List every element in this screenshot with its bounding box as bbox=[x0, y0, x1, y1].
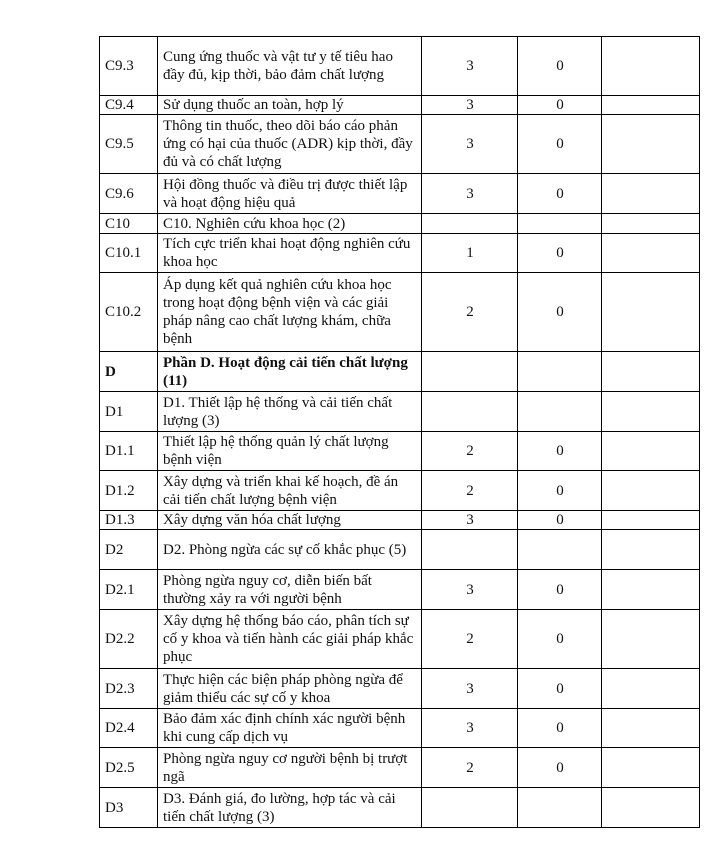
row-note bbox=[602, 352, 700, 392]
row-max-score bbox=[422, 530, 518, 570]
row-description: D3. Đánh giá, đo lường, hợp tác và cải tiến chất lượng (3) bbox=[158, 788, 422, 828]
table-row bbox=[100, 214, 700, 234]
row-code: D1.1 bbox=[100, 432, 158, 471]
table-row bbox=[100, 669, 700, 709]
row-score: 0 bbox=[518, 748, 602, 788]
row-code: D2.3 bbox=[100, 669, 158, 709]
row-score bbox=[518, 530, 602, 570]
row-note bbox=[602, 570, 700, 610]
row-description: Thiết lập hệ thống quản lý chất lượng bệnh viện bbox=[158, 432, 422, 471]
row-code: D3 bbox=[100, 788, 158, 828]
row-score: 0 bbox=[518, 669, 602, 709]
row-score: 0 bbox=[518, 709, 602, 748]
table-row bbox=[100, 37, 700, 96]
row-score bbox=[518, 214, 602, 234]
table-row bbox=[100, 610, 700, 669]
row-description: Xây dựng văn hóa chất lượng bbox=[158, 511, 422, 530]
table-row bbox=[100, 392, 700, 432]
row-max-score: 2 bbox=[422, 610, 518, 669]
row-code: C10 bbox=[100, 214, 158, 234]
table-row bbox=[100, 432, 700, 471]
row-note bbox=[602, 432, 700, 471]
row-max-score: 3 bbox=[422, 709, 518, 748]
table-row bbox=[100, 273, 700, 352]
row-description: C10. Nghiên cứu khoa học (2) bbox=[158, 214, 422, 234]
row-description: D2. Phòng ngừa các sự cố khắc phục (5) bbox=[158, 530, 422, 570]
row-description: Bảo đảm xác định chính xác người bệnh khi cung cấp dịch vụ bbox=[158, 709, 422, 748]
row-score bbox=[518, 392, 602, 432]
row-score: 0 bbox=[518, 234, 602, 273]
table-row bbox=[100, 352, 700, 392]
row-score: 0 bbox=[518, 273, 602, 352]
row-description: Thông tin thuốc, theo dõi báo cáo phản ứng có hại của thuốc (ADR) kịp thời, đầy đủ và có chất lượng bbox=[158, 115, 422, 174]
table-row bbox=[100, 174, 700, 214]
row-note bbox=[602, 392, 700, 432]
row-max-score: 2 bbox=[422, 748, 518, 788]
row-code: D2.1 bbox=[100, 570, 158, 610]
row-max-score: 2 bbox=[422, 432, 518, 471]
row-description: Phần D. Hoạt động cải tiến chất lượng (11) bbox=[158, 352, 422, 392]
row-code: D1.3 bbox=[100, 511, 158, 530]
row-max-score bbox=[422, 392, 518, 432]
row-note bbox=[602, 669, 700, 709]
row-note bbox=[602, 174, 700, 214]
row-max-score: 3 bbox=[422, 174, 518, 214]
row-score bbox=[518, 788, 602, 828]
row-code: C9.3 bbox=[100, 37, 158, 96]
criteria-table bbox=[99, 36, 700, 828]
row-code: C10.2 bbox=[100, 273, 158, 352]
criteria-table-body bbox=[100, 37, 700, 828]
table-row bbox=[100, 788, 700, 828]
row-note bbox=[602, 37, 700, 96]
row-description: Áp dụng kết quả nghiên cứu khoa học trong hoạt động bệnh viện và các giải pháp nâng cao chất lượng khám, chữa bệnh bbox=[158, 273, 422, 352]
row-max-score bbox=[422, 214, 518, 234]
row-code: D1.2 bbox=[100, 471, 158, 511]
row-max-score bbox=[422, 352, 518, 392]
row-max-score: 2 bbox=[422, 273, 518, 352]
row-score: 0 bbox=[518, 115, 602, 174]
row-description: Cung ứng thuốc và vật tư y tế tiêu hao đầy đủ, kịp thời, bảo đảm chất lượng bbox=[158, 37, 422, 96]
row-score: 0 bbox=[518, 511, 602, 530]
row-code: D2.4 bbox=[100, 709, 158, 748]
row-note bbox=[602, 234, 700, 273]
row-note bbox=[602, 748, 700, 788]
row-description: Phòng ngừa nguy cơ người bệnh bị trượt ngã bbox=[158, 748, 422, 788]
row-code: C9.6 bbox=[100, 174, 158, 214]
table-row bbox=[100, 234, 700, 273]
row-code: D1 bbox=[100, 392, 158, 432]
row-note bbox=[602, 471, 700, 511]
row-code: D2.5 bbox=[100, 748, 158, 788]
row-note bbox=[602, 530, 700, 570]
row-score: 0 bbox=[518, 471, 602, 511]
row-code: D bbox=[100, 352, 158, 392]
row-note bbox=[602, 610, 700, 669]
row-note bbox=[602, 511, 700, 530]
row-description: Phòng ngừa nguy cơ, diễn biến bất thường xảy ra với người bệnh bbox=[158, 570, 422, 610]
row-description: Thực hiện các biện pháp phòng ngừa để giảm thiểu các sự cố y khoa bbox=[158, 669, 422, 709]
row-code: C9.4 bbox=[100, 96, 158, 115]
row-note bbox=[602, 115, 700, 174]
row-description: Tích cực triển khai hoạt động nghiên cứu khoa học bbox=[158, 234, 422, 273]
table-row bbox=[100, 530, 700, 570]
table-row bbox=[100, 471, 700, 511]
row-max-score: 3 bbox=[422, 96, 518, 115]
row-description: Xây dựng hệ thống báo cáo, phân tích sự cố y khoa và tiến hành các giải pháp khắc phục bbox=[158, 610, 422, 669]
row-max-score: 3 bbox=[422, 669, 518, 709]
row-description: Xây dựng và triển khai kế hoạch, đề án cải tiến chất lượng bệnh viện bbox=[158, 471, 422, 511]
table-row bbox=[100, 709, 700, 748]
row-code: C10.1 bbox=[100, 234, 158, 273]
row-score: 0 bbox=[518, 174, 602, 214]
row-score: 0 bbox=[518, 37, 602, 96]
row-description: D1. Thiết lập hệ thống và cải tiến chất lượng (3) bbox=[158, 392, 422, 432]
row-max-score: 3 bbox=[422, 115, 518, 174]
row-score bbox=[518, 352, 602, 392]
row-score: 0 bbox=[518, 432, 602, 471]
row-code: D2.2 bbox=[100, 610, 158, 669]
row-note bbox=[602, 96, 700, 115]
row-max-score: 2 bbox=[422, 471, 518, 511]
row-max-score: 1 bbox=[422, 234, 518, 273]
table-row bbox=[100, 511, 700, 530]
table-row bbox=[100, 748, 700, 788]
row-note bbox=[602, 709, 700, 748]
table-row bbox=[100, 570, 700, 610]
row-code: C9.5 bbox=[100, 115, 158, 174]
row-max-score: 3 bbox=[422, 37, 518, 96]
row-code: D2 bbox=[100, 530, 158, 570]
row-description: Hội đồng thuốc và điều trị được thiết lập và hoạt động hiệu quả bbox=[158, 174, 422, 214]
row-score: 0 bbox=[518, 96, 602, 115]
row-note bbox=[602, 214, 700, 234]
row-note bbox=[602, 788, 700, 828]
row-score: 0 bbox=[518, 610, 602, 669]
table-row bbox=[100, 115, 700, 174]
row-max-score: 3 bbox=[422, 570, 518, 610]
table-row bbox=[100, 96, 700, 115]
row-max-score bbox=[422, 788, 518, 828]
row-note bbox=[602, 273, 700, 352]
row-description: Sử dụng thuốc an toàn, hợp lý bbox=[158, 96, 422, 115]
row-score: 0 bbox=[518, 570, 602, 610]
row-max-score: 3 bbox=[422, 511, 518, 530]
